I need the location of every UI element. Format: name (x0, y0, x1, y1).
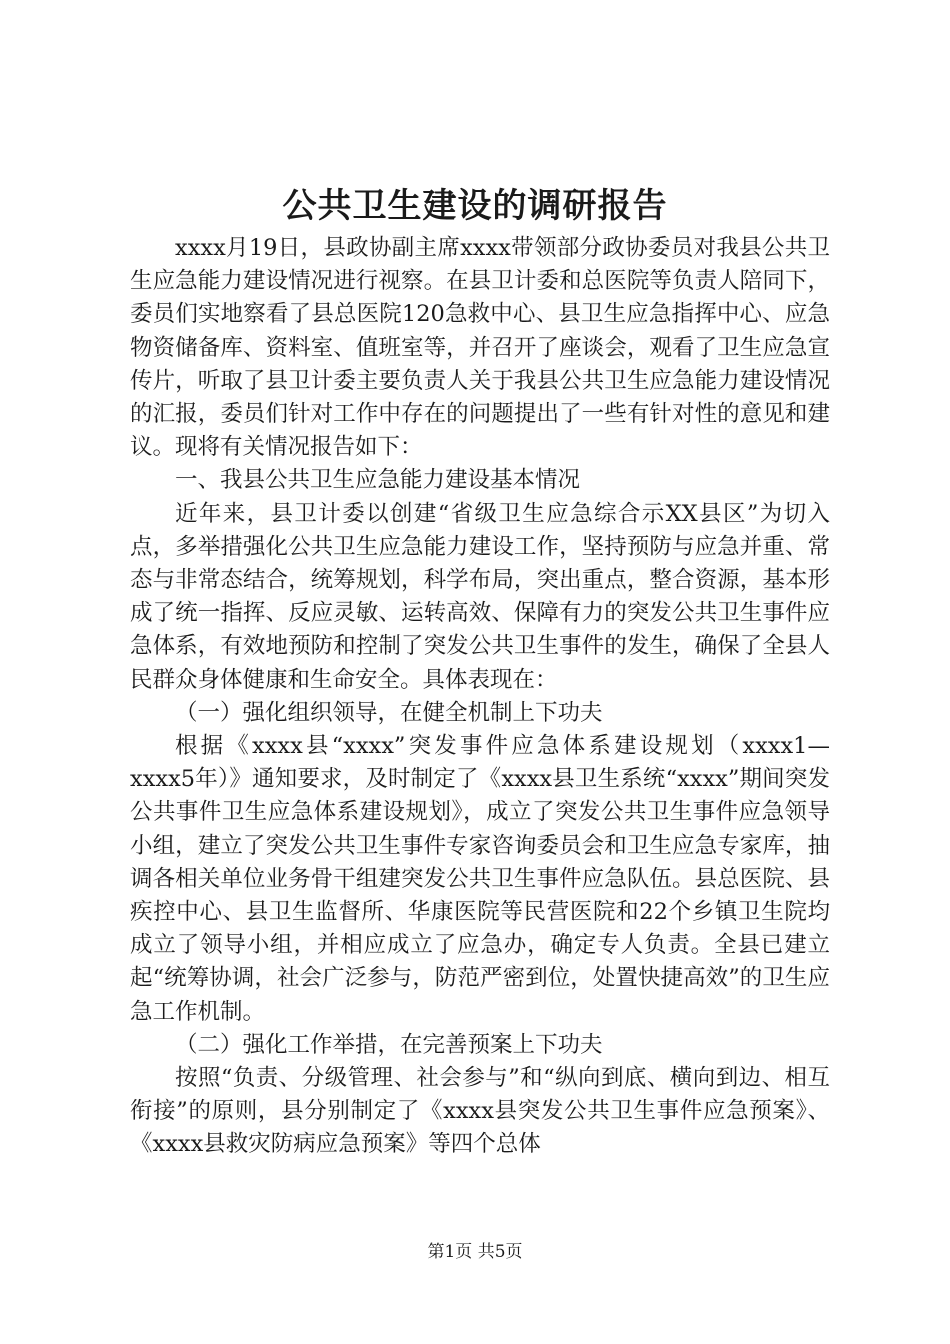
document-body (130, 232, 830, 1162)
paragraph-plans: 按照“负责、分级管理、社会参与”和“纵向到底、横向到边、相互衔接”的原则，县分别制定了《xxxx县突发公共卫生事件应急预案》、《xxxx县救灾防病应急预案》等四个总体 (130, 1065, 830, 1158)
section-heading-1: 一、我县公共卫生应急能力建设基本情况 (175, 467, 581, 494)
subsection-heading-1: （一）强化组织领导，在健全机制上下功夫 (175, 699, 603, 726)
paragraph-overview: 近年来，县卫计委以创建“省级卫生应急综合示XX县区”为切入点，多举措强化公共卫生应急能力建设工作，坚持预防与应急并重、常态与非常态结合，统筹规划，科学布局，突出重点，整合资源，基本形成了统一指挥、反应灵敏、运转高效、保障有力的突发公共卫生事件应急体系，有效地预防和控制了突发公共卫生事件的发生，确保了全县人民群众身体健康和生命安全。具体表现在： (130, 500, 830, 693)
paragraph-organization: 根据《xxxx县“xxxx”突发事件应急体系建设规划（xxxx1—xxxx5年）》通知要求，及时制定了《xxxx县卫生系统“xxxx”期间突发公共事件卫生应急体系建设规划》，成立了突发公共卫生事件应急领导小组，建立了突发公共卫生事件专家咨询委员会和卫生应急专家库，抽调各相关单位业务骨干组建突发公共卫生事件应急队伍。县总医院、县疾控中心、县卫生监督所、华康医院等民营医院和22个乡镇卫生院均成立了领导小组，并相应成立了应急办，确定专人负责。全县已建立起“统筹协调，社会广泛参与，防范严密到位，处置快捷高效”的卫生应急工作机制。 (130, 733, 830, 1025)
document-title: 公共卫生建设的调研报告 (282, 186, 668, 226)
page-footer: 第1页 共5页 (427, 1242, 523, 1262)
subsection-heading-2: （二）强化工作举措，在完善预案上下功夫 (175, 1031, 603, 1058)
paragraph-intro: xxxx月19日，县政协副主席xxxx带领部分政协委员对我县公共卫生应急能力建设情况进行视察。在县卫计委和总医院等负责人陪同下，委员们实地察看了县总医院120急救中心、县卫生应急指挥中心、应急物资储备库、资料室、值班室等，并召开了座谈会，观看了卫生应急宣传片，听取了县卫计委主要负责人关于我县公共卫生应急能力建设情况的汇报，委员们针对工作中存在的问题提出了一些有针对性的意见和建议。现将有关情况报告如下： (130, 235, 830, 461)
